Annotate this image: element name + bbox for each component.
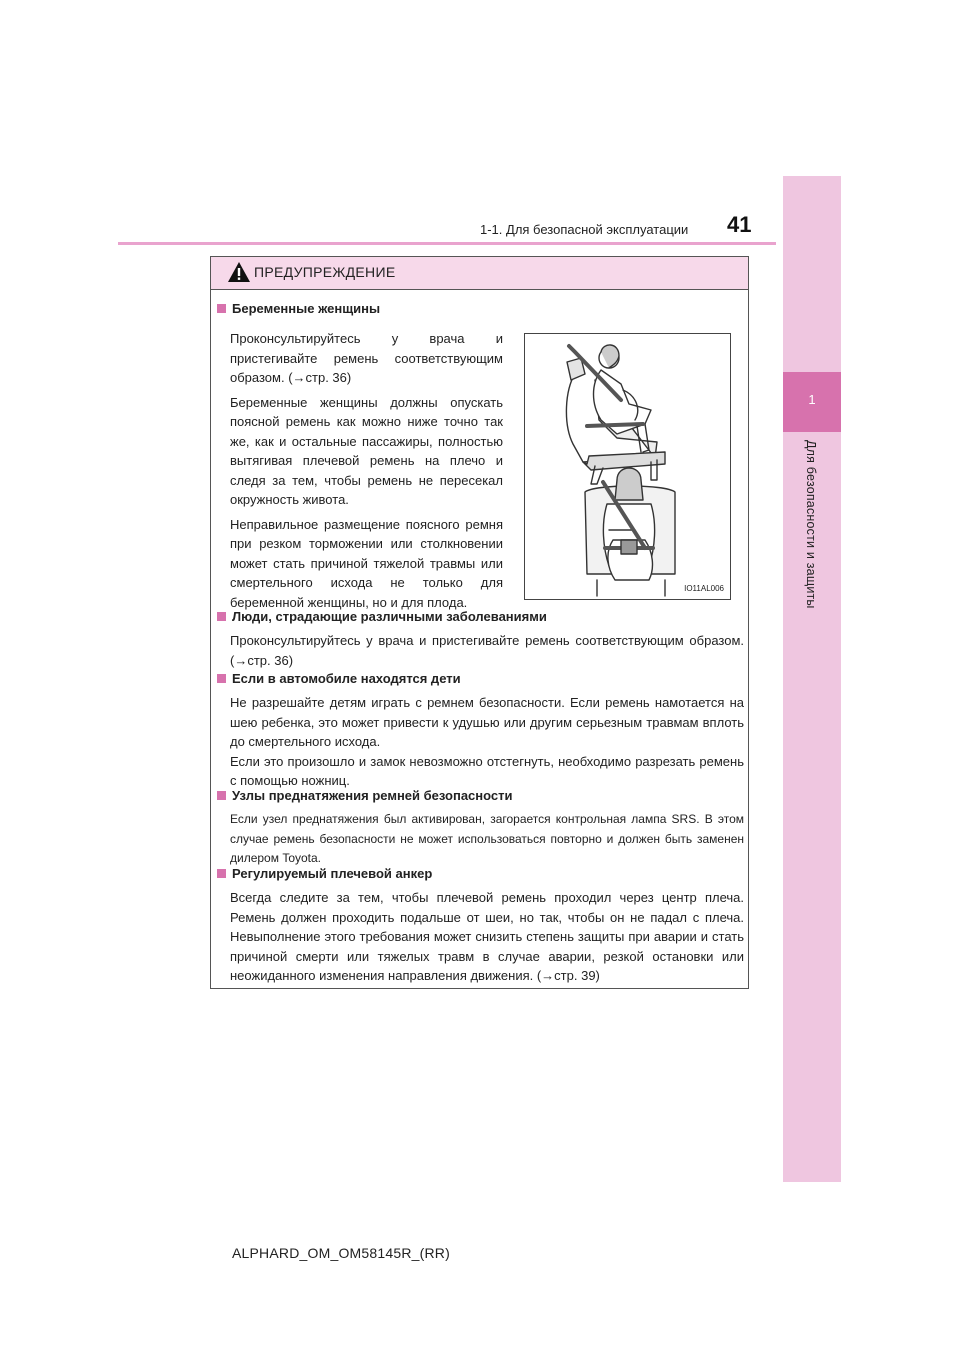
warning-triangle-icon	[227, 261, 251, 283]
section-heading	[217, 609, 744, 627]
section-shoulder-anchor	[217, 866, 744, 986]
square-bullet-icon	[217, 612, 226, 621]
paragraph: Неправильное размещение поясного ремня при резком торможении или столкновении может стать причиной тяжелой травмы или смертельного исхода не только для беременной женщины, но и для плода.	[230, 516, 503, 610]
paragraph: Всегда следите за тем, чтобы плечевой ремень проходил через центр плеча. Ремень должен проходить подальше от шеи, но так, чтобы он не падал с плеча. Невыполнение этого требования может снизить степень защиты при аварии и стать причиной смерти или тяжелых травм в случае аварии, резкой остановки или неожиданного изменения направления движения. (→стр. 39)	[230, 890, 744, 983]
paragraph: Проконсультируйтесь у врача и пристегивайте ремень соответствующим образом. (→стр. 36)	[230, 633, 744, 668]
square-bullet-icon	[217, 674, 226, 683]
paragraph: Не разрешайте детям играть с ремнем безопасности. Если ремень намотается на шею ребенка, это может привести к удушью или другим серьезным травмам вплоть до смертельного исхода.	[230, 695, 744, 749]
section-heading-text: Регулируемый плечевой анкер	[232, 866, 433, 881]
paragraph: Проконсультируйтесь у врача и пристегивайте ремень соответствующим образом. (→стр. 36)	[230, 331, 503, 385]
section-heading	[217, 866, 744, 884]
section-heading-text: Если в автомобиле находятся дети	[232, 671, 461, 686]
section-pretensioners	[217, 788, 744, 869]
chapter-title: Для безопасности и защиты	[804, 440, 818, 609]
section-heading	[217, 671, 744, 689]
header-divider	[118, 242, 776, 245]
paragraph: Беременные женщины должны опускать поясной ремень как можно ниже точно так же, как и остальные пассажиры, полностью вытягивая плечевой ремень на плечо и следя за тем, чтобы ремень не пересекал окружность живота.	[230, 394, 503, 507]
seatbelt-illustration-icon	[525, 334, 730, 599]
illustration-code: IO11AL006	[684, 584, 724, 593]
section-medical-conditions	[217, 609, 744, 670]
document-code: ALPHARD_OM_OM58145R_(RR)	[232, 1245, 450, 1261]
chapter-side-tab	[783, 176, 841, 1182]
section-title: 1-1. Для безопасной эксплуатации	[480, 222, 689, 237]
chapter-number: 1	[808, 392, 816, 407]
section-heading	[217, 301, 744, 319]
section-heading-text: Узлы преднатяжения ремней безопасности	[232, 788, 513, 803]
section-children	[217, 671, 744, 791]
warning-header	[211, 257, 748, 290]
section-heading-text: Беременные женщины	[232, 301, 381, 316]
pregnant-woman-seatbelt-illustration	[524, 333, 731, 600]
square-bullet-icon	[217, 304, 226, 313]
paragraph: Если узел преднатяжения был активирован, загорается контрольная лампа SRS. В этом случае ремень безопасности не может использоваться повторно и должен быть заменен дилером Toyota.	[230, 812, 744, 865]
warning-title: ПРЕДУПРЕЖДЕНИЕ	[254, 264, 396, 280]
page-number: 41	[727, 212, 752, 237]
paragraph: Если это произошло и замок невозможно отстегнуть, необходимо разрезать ремень с помощью ножниц.	[230, 753, 744, 788]
square-bullet-icon	[217, 791, 226, 800]
section-heading-text: Люди, страдающие различными заболеваниями	[232, 609, 547, 624]
square-bullet-icon	[217, 869, 226, 878]
section-heading	[217, 788, 744, 806]
